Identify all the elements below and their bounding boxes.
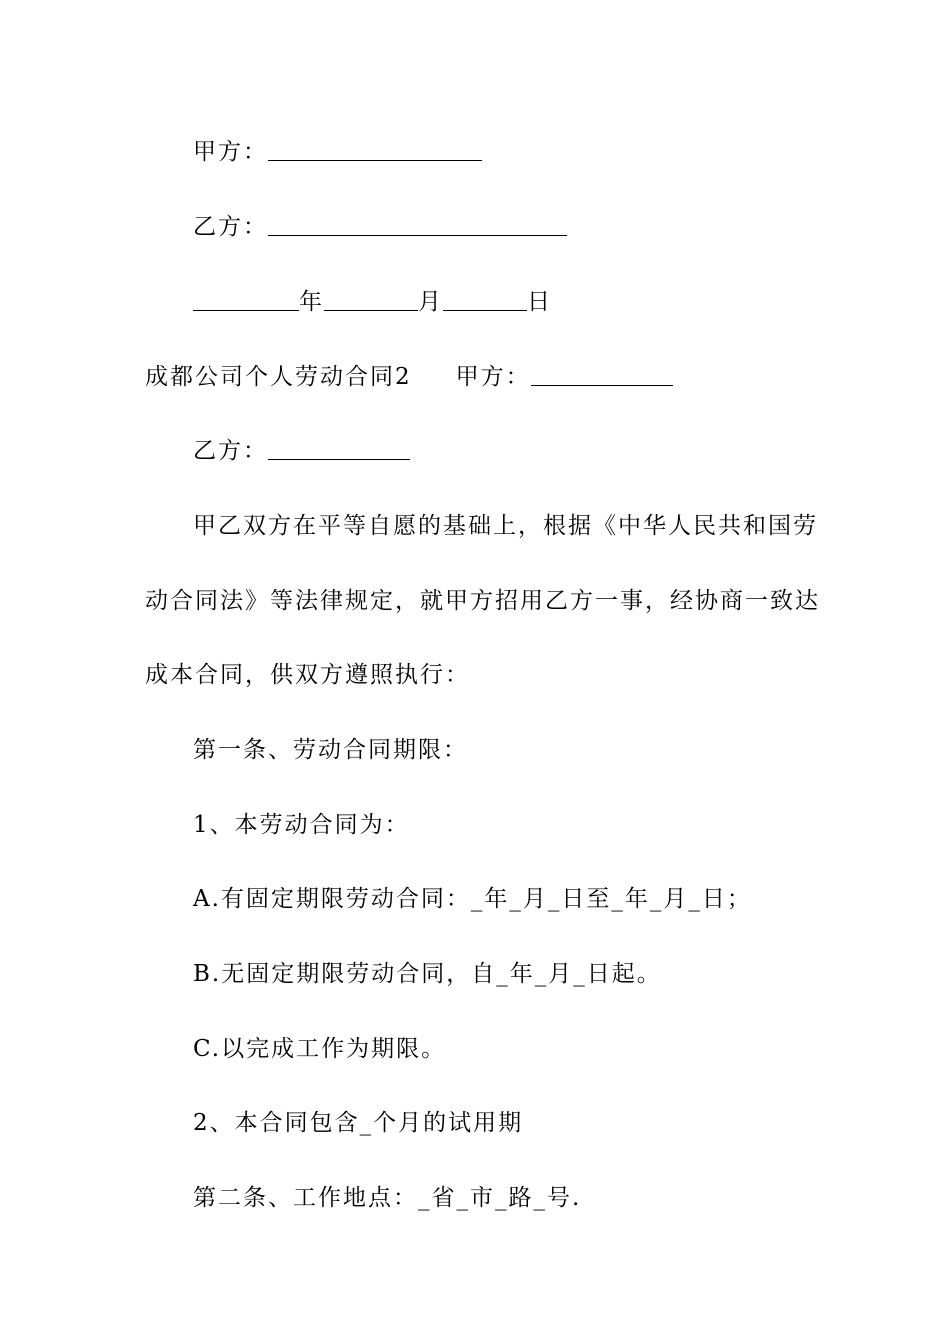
clause-2: 2、本合同包含_个月的试用期 [193, 1110, 524, 1136]
paragraph-line-1: 甲乙双方在平等自愿的基础上，根据《中华人民共和国劳 [193, 513, 818, 539]
month-blank [324, 288, 418, 311]
contract-heading-line [0, 359, 950, 395]
party-a-label: 甲方： [193, 139, 268, 165]
clause-1: 1、本劳动合同为： [193, 812, 410, 838]
article-2-heading: 第二条、工作地点：_省_市_路_号. [193, 1185, 582, 1211]
paragraph-line-3: 成本合同，供双方遵照执行： [145, 662, 470, 688]
party-a-blank-2 [531, 363, 673, 386]
party-b-blank [268, 213, 567, 236]
party-b-line-2 [0, 433, 950, 469]
party-b-label-2: 乙方： [193, 438, 268, 464]
date-line [0, 284, 950, 320]
party-b-label: 乙方： [193, 214, 268, 240]
contract-heading: 成都公司个人劳动合同2 [145, 364, 412, 390]
month-label: 月 [418, 289, 443, 315]
option-c: C.以完成工作为期限。 [193, 1036, 447, 1062]
option-a: A.有固定期限劳动合同：_年_月_日至_年_月_日； [193, 886, 752, 912]
year-blank [193, 288, 299, 311]
article-1-heading: 第一条、劳动合同期限： [193, 737, 468, 763]
paragraph-line-2: 动合同法》等法律规定，就甲方招用乙方一事，经协商一致达 [145, 588, 820, 614]
party-b-blank-2 [268, 437, 410, 460]
party-a-line [0, 134, 950, 170]
year-label: 年 [299, 289, 324, 315]
party-a-label-2: 甲方： [455, 364, 531, 390]
day-label: 日 [527, 289, 552, 315]
option-b: B.无固定期限劳动合同，自_年_月_日起。 [193, 961, 662, 987]
party-b-line [0, 209, 950, 245]
party-a-blank [268, 138, 482, 161]
day-blank [443, 288, 527, 311]
